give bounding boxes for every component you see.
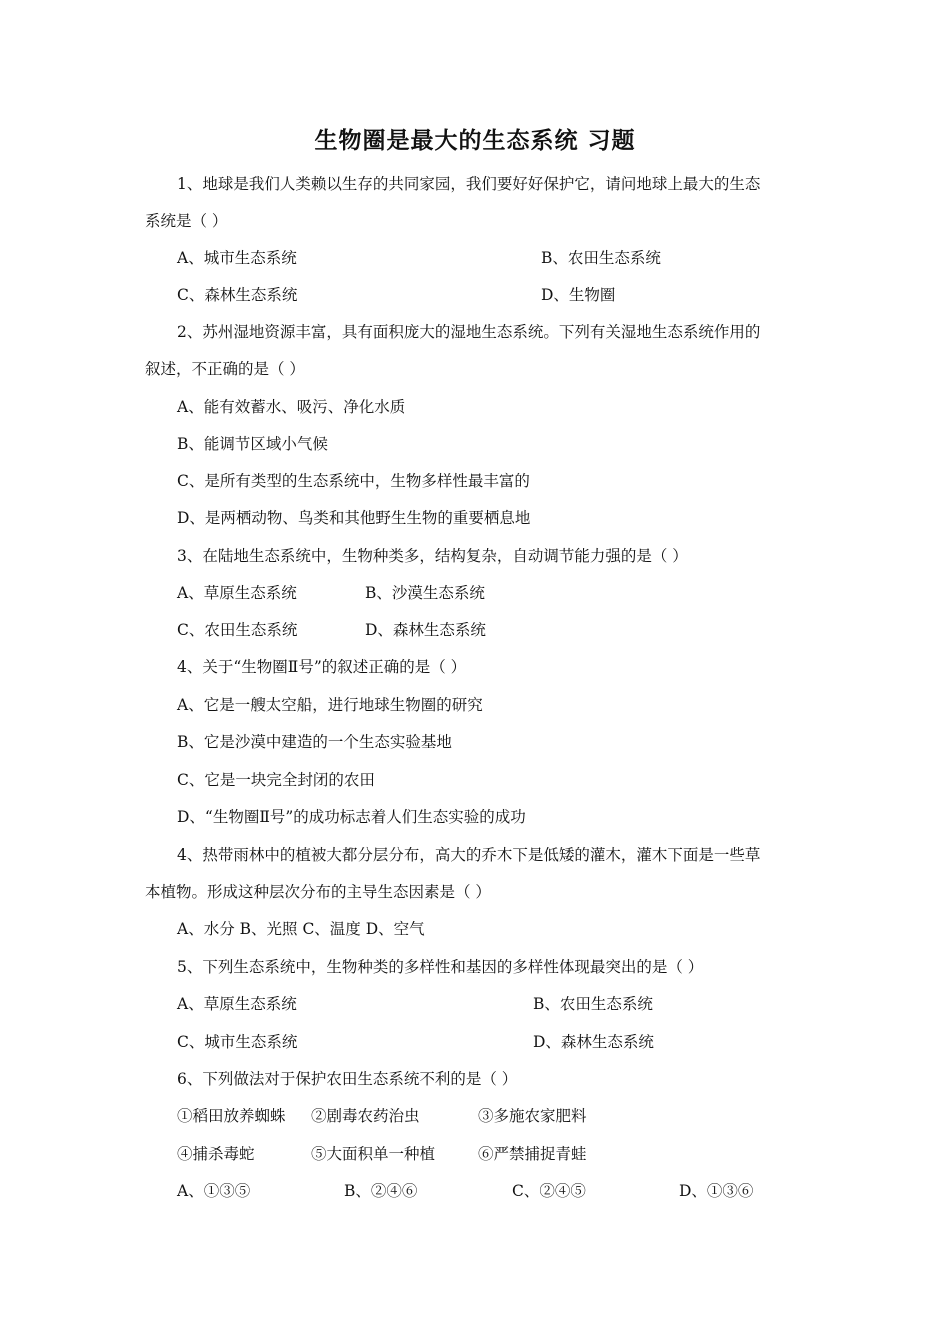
q1-option-d: D、生物圈: [541, 286, 616, 304]
q4-option-c: C、它是一块完全封闭的农田: [177, 771, 375, 789]
q5-option-c: C、城市生态系统: [177, 1033, 298, 1051]
q6-item-1: ①稻田放养蜘蛛: [177, 1107, 286, 1125]
q4b-options: A、水分 B、光照 C、温度 D、空气: [177, 920, 425, 938]
q6-item-5: ⑤大面积单一种植: [311, 1145, 436, 1163]
q2-option-d: D、是两栖动物、鸟类和其他野生生物的重要栖息地: [177, 509, 531, 527]
q4-stem: 4、关于“生物圈Ⅱ号”的叙述正确的是（ ）: [177, 658, 467, 676]
q6-option-a: A、①③⑤: [177, 1182, 251, 1200]
q2-option-b: B、能调节区域小气候: [177, 435, 328, 453]
q5-option-a: A、草原生态系统: [177, 995, 297, 1013]
q5-option-d: D、森林生态系统: [533, 1033, 654, 1051]
q4b-stem: 4、热带雨林中的植被大都分层分布，高大的乔木下是低矮的灌木，灌木下面是一些草: [177, 846, 761, 864]
q2-option-c: C、是所有类型的生态系统中，生物多样性最丰富的: [177, 472, 530, 490]
q2-stem: 2、苏州湿地资源丰富，具有面积庞大的湿地生态系统。下列有关湿地生态系统作用的: [177, 323, 761, 341]
q1-option-a: A、城市生态系统: [177, 249, 297, 267]
q3-option-a: A、草原生态系统: [177, 584, 297, 602]
q1-stem: 1、地球是我们人类赖以生存的共同家园，我们要好好保护它，请问地球上最大的生态: [177, 175, 761, 193]
q6-item-6: ⑥严禁捕捉青蛙: [478, 1145, 587, 1163]
q5-option-b: B、农田生态系统: [533, 995, 653, 1013]
q6-option-d: D、①③⑥: [679, 1182, 754, 1200]
q6-stem: 6、下列做法对于保护农田生态系统不利的是（ ）: [177, 1070, 518, 1088]
q3-option-d: D、森林生态系统: [365, 621, 486, 639]
q6-option-c: C、②④⑤: [512, 1182, 586, 1200]
q2-option-a: A、能有效蓄水、吸污、净化水质: [177, 398, 406, 416]
q6-option-b: B、②④⑥: [344, 1182, 418, 1200]
q3-option-b: B、沙漠生态系统: [365, 584, 485, 602]
q4b-stem-cont: 本植物。形成这种层次分布的主导生态因素是（ ）: [145, 883, 491, 901]
q1-stem-cont: 系统是（ ）: [145, 212, 228, 230]
q6-item-4: ④捕杀毒蛇: [177, 1145, 255, 1163]
q2-stem-cont: 叙述，不正确的是（ ）: [145, 360, 305, 378]
page-title: 生物圈是最大的生态系统 习题: [314, 128, 636, 154]
q1-option-b: B、农田生态系统: [541, 249, 661, 267]
q4-option-a: A、它是一艘太空船，进行地球生物圈的研究: [177, 696, 483, 714]
q3-option-c: C、农田生态系统: [177, 621, 298, 639]
q3-stem: 3、在陆地生态系统中，生物种类多，结构复杂，自动调节能力强的是（ ）: [177, 547, 688, 565]
q6-item-3: ③多施农家肥料: [478, 1107, 587, 1125]
q4-option-b: B、它是沙漠中建造的一个生态实验基地: [177, 733, 452, 751]
q6-item-2: ②剧毒农药治虫: [311, 1107, 420, 1125]
q5-stem: 5、下列生态系统中，生物种类的多样性和基因的多样性体现最突出的是（ ）: [177, 958, 704, 976]
q1-option-c: C、森林生态系统: [177, 286, 298, 304]
q4-option-d: D、“生物圈Ⅱ号”的成功标志着人们生态实验的成功: [177, 808, 526, 826]
